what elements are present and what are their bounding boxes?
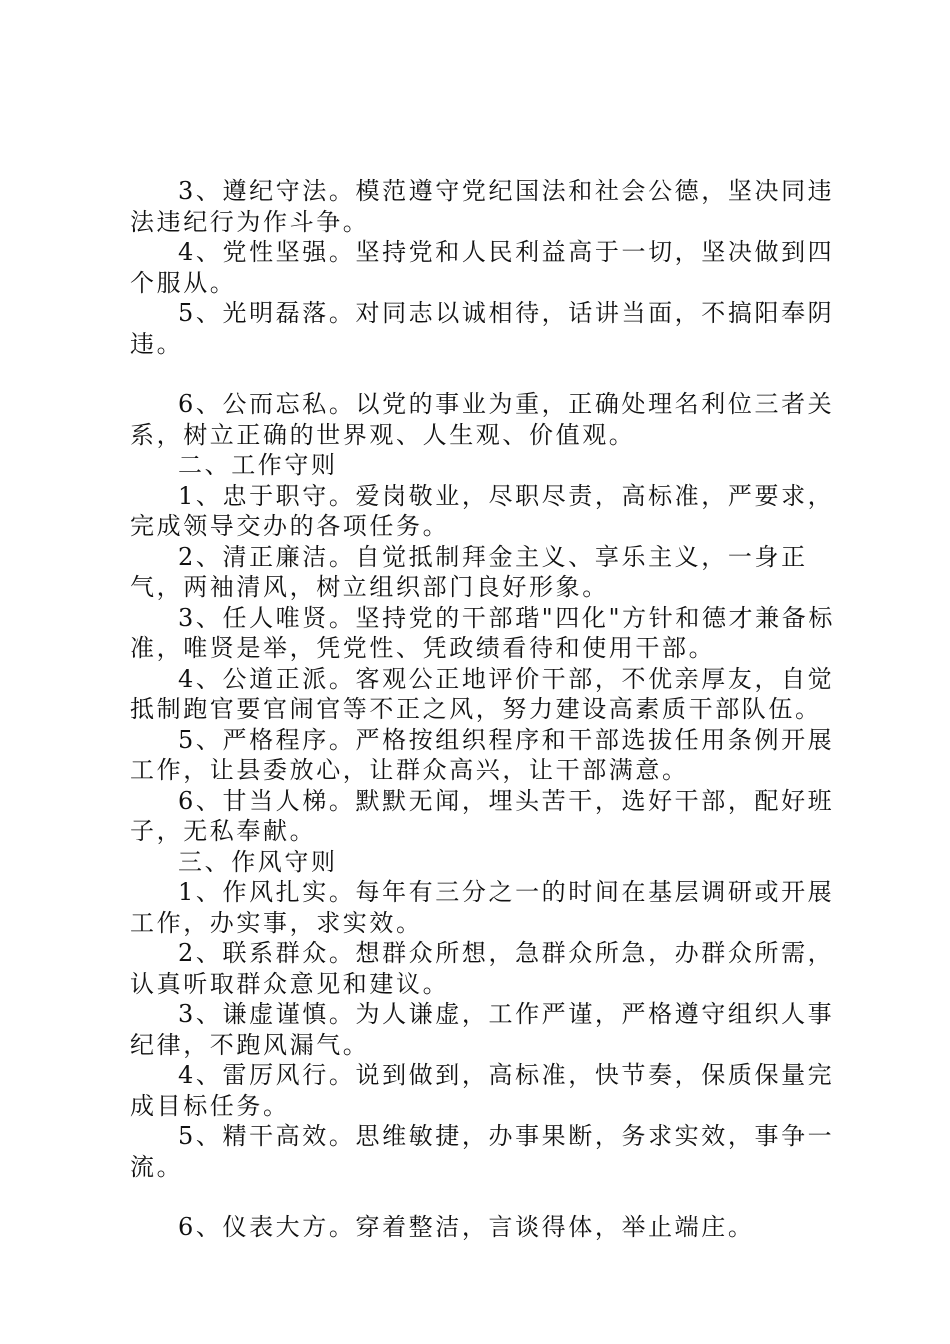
paragraph-item: 6、甘当人梯。默默无闻，埋头苦干，选好干部，配好班子，无私奉献。	[130, 786, 835, 845]
section-heading: 二、工作守则	[178, 451, 338, 479]
paragraph-item: 6、公而忘私。以党的事业为重，正确处理名利位三者关系，树立正确的世界观、人生观、价值观。	[130, 390, 835, 449]
paragraph-item: 3、谦虚谨慎。为人谦虚，工作严谨，严格遵守组织人事纪律，不跑风漏气。	[130, 1000, 835, 1059]
paragraph-item: 4、雷厉风行。说到做到，高标准，快节奏，保质保量完成目标任务。	[130, 1061, 835, 1120]
paragraph-item: 1、忠于职守。爱岗敬业，尽职尽责，高标准，严要求，完成领导交办的各项任务。	[130, 481, 835, 540]
paragraph-item: 2、清正廉洁。自觉抵制拜金主义、享乐主义，一身正气，两袖清风，树立组织部门良好形象。	[130, 542, 808, 601]
paragraph-item: 1、作风扎实。每年有三分之一的时间在基层调研或开展工作，办实事，求实效。	[130, 878, 835, 937]
section-heading: 三、作风守则	[178, 847, 338, 876]
paragraph-item: 6、仪表大方。穿着整洁，言谈得体，举止端庄。	[178, 1213, 755, 1241]
paragraph-item: 5、光明磊落。对同志以诚相待，话讲当面，不搞阳奉阴违。	[130, 299, 835, 358]
paragraph-item: 4、党性坚强。坚持党和人民利益高于一切，坚决做到四个服从。	[130, 238, 835, 297]
paragraph-item: 2、联系群众。想群众所想，急群众所急，办群众所需，认真听取群众意见和建议。	[130, 939, 835, 998]
document-body	[130, 176, 850, 1243]
paragraph-item: 4、公道正派。客观公正地评价干部，不优亲厚友，自觉抵制跑官要官闹官等不正之风，努力建设高素质干部队伍。	[130, 664, 835, 723]
paragraph-item: 3、任人唯贤。坚持党的干部瑎"四化"方针和德才兼备标准，唯贤是举，凭党性、凭政绩看待和使用干部。	[130, 603, 835, 662]
paragraph-item: 3、遵纪守法。模范遵守党纪国法和社会公德，坚决同违法违纪行为作斗争。	[130, 177, 835, 236]
paragraph-item: 5、严格程序。严格按组织程序和干部选拔任用条例开展工作，让县委放心，让群众高兴，让干部满意。	[130, 725, 835, 784]
paragraph-item: 5、精干高效。思维敏捷，办事果断，务求实效，事争一流。	[130, 1122, 835, 1181]
